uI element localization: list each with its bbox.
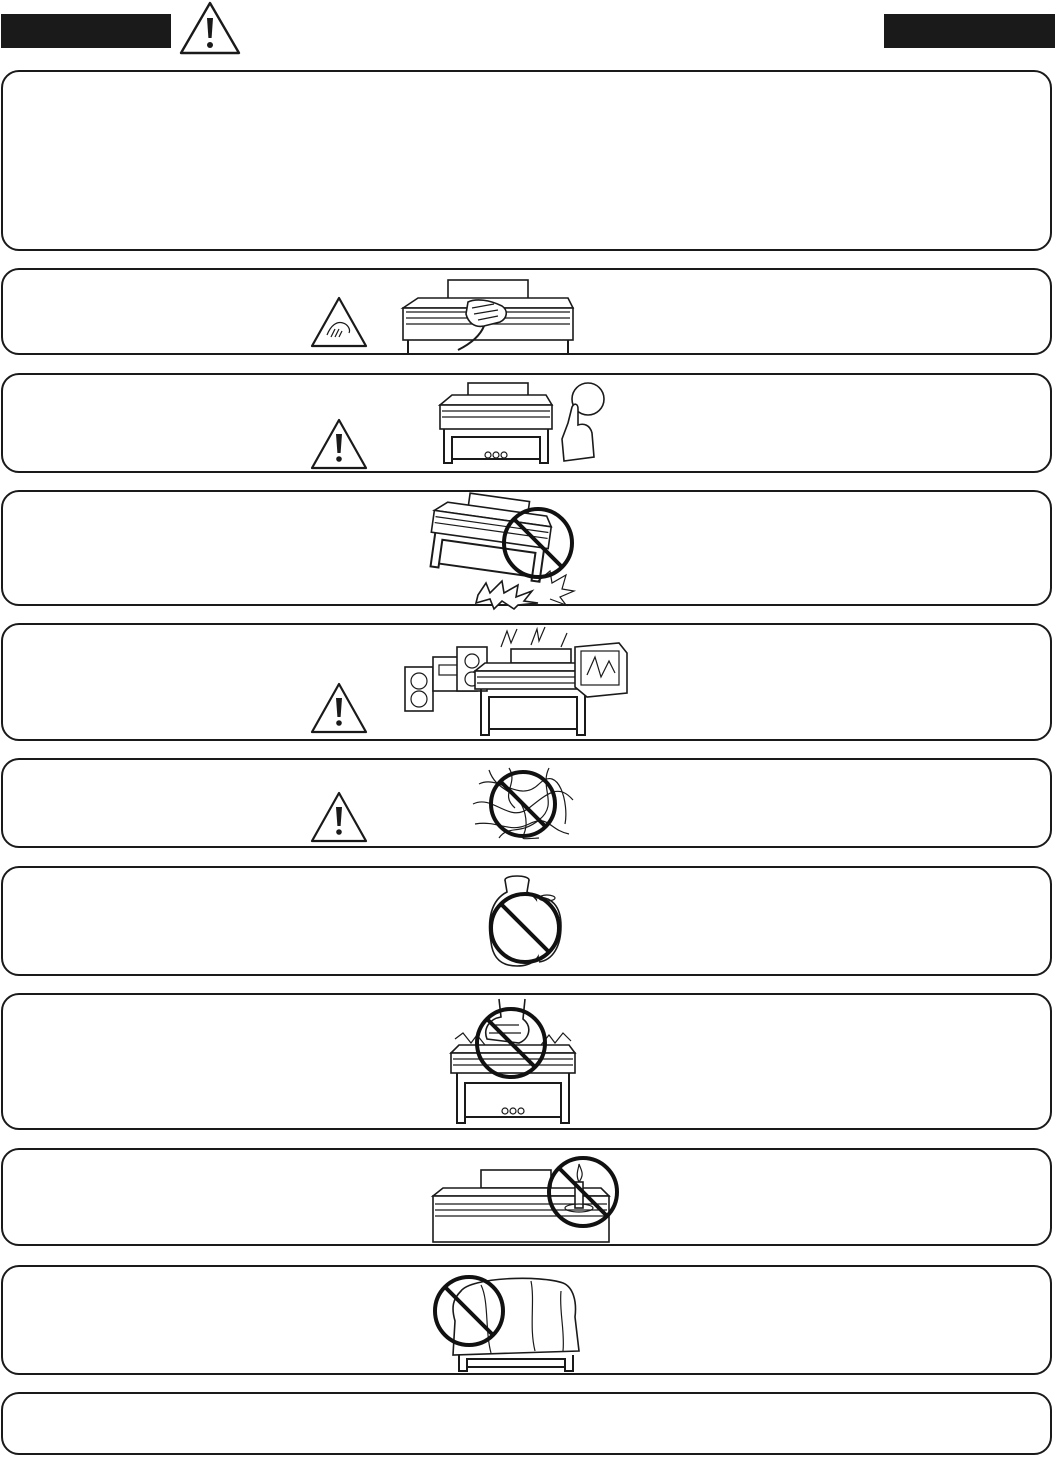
piano-plug-illustration xyxy=(438,381,613,471)
intro-panel xyxy=(1,70,1052,251)
header-bar-right xyxy=(884,14,1055,48)
piano-covered-illustration xyxy=(431,1271,581,1375)
header-bar-left xyxy=(1,14,171,48)
piano-falling-illustration xyxy=(418,497,593,607)
tangled-cable-illustration xyxy=(469,764,579,844)
piano-hand-illustration xyxy=(398,278,578,354)
piano-candle-illustration xyxy=(421,1152,631,1244)
panel-liquid xyxy=(1,866,1052,976)
piano-hand-force-illustration xyxy=(449,999,579,1127)
panel-fire xyxy=(1,1148,1052,1246)
warning-triangle-icon xyxy=(178,0,242,56)
hand-caution-triangle-icon xyxy=(309,295,369,349)
footer-panel xyxy=(1,1392,1052,1455)
vase-illustration xyxy=(481,870,571,974)
panel-no-fall xyxy=(1,490,1052,606)
panel-force xyxy=(1,993,1052,1130)
warning-triangle-icon xyxy=(309,681,369,735)
warning-triangle-icon xyxy=(309,417,369,471)
panel-cover xyxy=(1,1265,1052,1375)
panel-hand-pinch xyxy=(1,268,1052,355)
panel-cable xyxy=(1,758,1052,848)
panel-interference xyxy=(1,623,1052,741)
panel-unplug xyxy=(1,373,1052,473)
warning-triangle-icon xyxy=(309,790,369,844)
piano-stereo-tv-illustration xyxy=(391,627,641,741)
